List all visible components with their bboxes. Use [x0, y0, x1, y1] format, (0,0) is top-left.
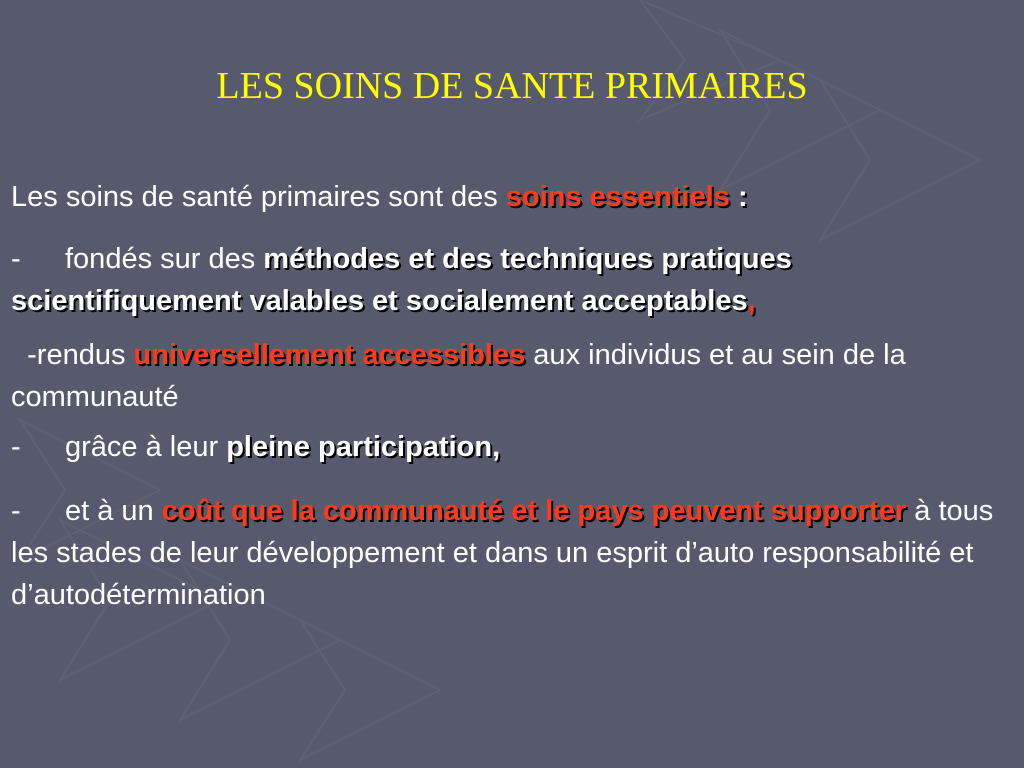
point-emphasis: méthodes et des techniques pratiques scientifiquement valables et socialement acceptables	[11, 243, 792, 317]
point-lead: -rendus	[27, 339, 134, 371]
point-lead: fondés sur des	[65, 243, 264, 275]
bullet-dash: -	[11, 431, 21, 463]
slide-body	[11, 176, 1011, 616]
point-tail: à tous les stades de leur développement et dans un esprit d’auto responsabilité et d’autodétermination	[11, 495, 994, 611]
bullet-dash: -	[11, 243, 21, 275]
intro-colon: :	[729, 181, 748, 213]
intro-text: Les soins de santé primaires sont des	[11, 181, 506, 213]
point-tail: aux individus et au sein de la communauté	[11, 339, 906, 413]
point-methods	[11, 238, 1011, 322]
point-cost	[11, 490, 1011, 616]
bg-arrow-shape	[720, 30, 880, 190]
slide-title: LES SOINS DE SANTE PRIMAIRES	[216, 65, 808, 107]
point-lead: et à un	[65, 495, 162, 527]
point-emphasis-red: coût que la communauté et le pays peuvent supporter	[161, 495, 907, 527]
point-accessible	[11, 334, 1011, 418]
bg-arrow-shape	[300, 620, 440, 760]
point-emphasis: pleine participation,	[226, 431, 501, 463]
bullet-dash: -	[11, 495, 21, 527]
point-emphasis-red: universellement accessibles	[133, 339, 526, 371]
point-participation	[11, 426, 1011, 468]
point-lead: grâce à leur	[65, 431, 227, 463]
point-punct: ,	[747, 285, 756, 317]
intro-highlight: soins essentiels	[505, 181, 730, 213]
intro-paragraph	[11, 176, 1011, 218]
